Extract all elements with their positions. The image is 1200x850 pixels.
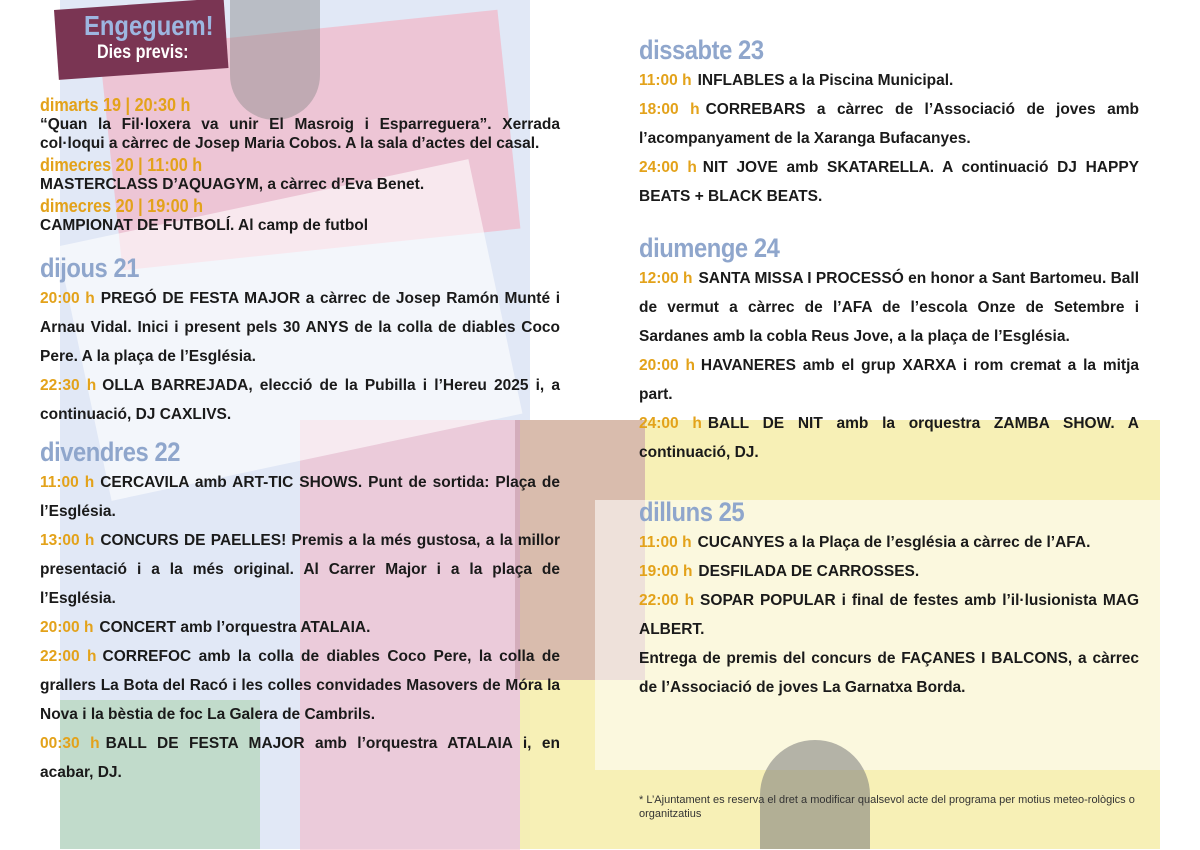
day-title: diumenge 24 [639, 233, 780, 263]
event-item [639, 95, 1139, 153]
event-item [40, 613, 560, 642]
event-text: CUCANYES a la Plaça de l’església a càrrec de l’AFA. [697, 534, 1091, 551]
previous-day-item [40, 155, 560, 194]
event-text: SANTA MISSA I PROCESSÓ en honor a Sant Bartomeu. Ball de vermut a càrrec de l’AFA de l’escola Onze de Setembre i Sardanes amb la cobla Reus Jove, a la plaça de l’Església. [639, 270, 1140, 345]
event-text: DESFILADA DE CARROSSES. [698, 563, 920, 580]
day-block-diumenge [639, 233, 1139, 467]
event-item [40, 468, 560, 526]
event-item [40, 526, 560, 613]
day-block-dissabte [639, 35, 1139, 211]
day-block-divendres [40, 437, 560, 787]
event-time: 20:00 h [40, 290, 95, 307]
event-text: CORREBARS a càrrec de l’Associació de joves amb l’acompanyament de la Xaranga Bufacanyes. [639, 101, 1139, 147]
event-time: 19:00 h [639, 563, 693, 580]
previous-day-time: dimarts 19 | 20:30 h [40, 95, 191, 115]
event-time: 11:00 h [639, 534, 692, 551]
event-time: 00:30 h [40, 735, 100, 752]
event-text: NIT JOVE amb SKATARELLA. A continuació DJ HAPPY BEATS + BLACK BEATS. [639, 159, 1139, 205]
event-text: BALL DE FESTA MAJOR amb l’orquestra ATALAIA i, en acabar, DJ. [40, 735, 560, 781]
event-item [639, 528, 1139, 557]
day-title: dilluns 25 [639, 497, 745, 527]
previous-day-text: MASTERCLASS D’AQUAGYM, a càrrec d’Eva Benet. [40, 176, 425, 193]
event-item [40, 729, 560, 787]
event-time: 11:00 h [40, 474, 95, 491]
event-item [639, 409, 1139, 467]
event-time: 22:00 h [639, 592, 695, 609]
event-time: 24:00 h [639, 159, 697, 176]
event-item [639, 153, 1139, 211]
right-column [639, 35, 1139, 702]
event-text: OLLA BARREJADA, elecció de la Pubilla i l’Hereu 2025 i, a continuació, DJ CAXLIVS. [40, 377, 560, 423]
event-time: 13:00 h [40, 532, 95, 549]
event-text: CORREFOC amb la colla de diables Coco Pere, la colla de grallers La Bota del Racó i les colles convidades Masovers de Móra la Nova i la bèstia de foc La Galera de Cambrils. [40, 648, 560, 723]
event-item [40, 371, 560, 429]
event-item [639, 586, 1139, 644]
event-time: 22:00 h [40, 648, 97, 665]
event-text: HAVANERES amb el grup XARXA i rom cremat a la mitja part. [639, 357, 1140, 403]
day-title: dissabte 23 [639, 35, 764, 65]
event-time: 20:00 h [639, 357, 695, 374]
previous-day-item [40, 95, 560, 153]
footnote: * L’Ajuntament es reserva el dret a modificar qualsevol acte del programa per motius meteo-rològics o organitzatius [639, 794, 1135, 820]
event-item [639, 264, 1139, 351]
event-item [40, 642, 560, 729]
event-text: INFLABLES a la Piscina Municipal. [697, 72, 954, 89]
previous-day-item [40, 196, 560, 235]
event-text: CONCURS DE PAELLES! Premis a la més gustosa, a la millor presentació i a la més original. Al Carrer Major i a la plaça de l’Església. [40, 532, 560, 607]
previous-day-time: dimecres 20 | 11:00 h [40, 155, 203, 175]
day-title: dijous 21 [40, 253, 140, 283]
event-item [639, 351, 1139, 409]
event-time: 20:00 h [40, 619, 94, 636]
event-text: Entrega de premis del concurs de FAÇANES I BALCONS, a càrrec de l’Associació de joves La Garnatxa Borda. [639, 650, 1139, 696]
banner-title: Engeguem! [84, 10, 214, 41]
day-block-dilluns [639, 497, 1139, 702]
previous-day-time: dimecres 20 | 19:00 h [40, 196, 204, 216]
event-item [639, 644, 1139, 702]
event-text: CERCAVILA amb ART-TIC SHOWS. Punt de sortida: Plaça de l’Església. [40, 474, 560, 520]
event-time: 11:00 h [639, 72, 692, 89]
event-item [639, 557, 1139, 586]
event-text: SOPAR POPULAR i final de festes amb l’il·lusionista MAG ALBERT. [639, 592, 1140, 638]
event-text: CONCERT amb l’orquestra ATALAIA. [99, 619, 371, 636]
event-item [639, 66, 1139, 95]
event-time: 24:00 h [639, 415, 702, 432]
previous-days [40, 95, 560, 235]
left-column [40, 95, 560, 787]
event-text: PREGÓ DE FESTA MAJOR a càrrec de Josep Ramón Munté i Arnau Vidal. Inici i present pels 30 ANYS de la colla de diables Coco Pere. A la plaça de l’Església. [40, 290, 560, 365]
event-time: 12:00 h [639, 270, 693, 287]
event-text: BALL DE NIT amb la orquestra ZAMBA SHOW. A continuació, DJ. [639, 415, 1139, 461]
banner-subtitle: Dies previs: [97, 42, 189, 63]
day-title: divendres 22 [40, 437, 181, 467]
day-block-dijous [40, 253, 560, 429]
event-time: 18:00 h [639, 101, 700, 118]
previous-day-text: “Quan la Fil·loxera va unir El Masroig i Esparreguera”. Xerrada col·loqui a càrrec de Josep Maria Cobos. A la sala d’actes del casal. [40, 116, 560, 152]
previous-day-text: CAMPIONAT DE FUTBOLÍ. Al camp de futbol [40, 217, 369, 234]
event-time: 22:30 h [40, 377, 97, 394]
event-item [40, 284, 560, 371]
